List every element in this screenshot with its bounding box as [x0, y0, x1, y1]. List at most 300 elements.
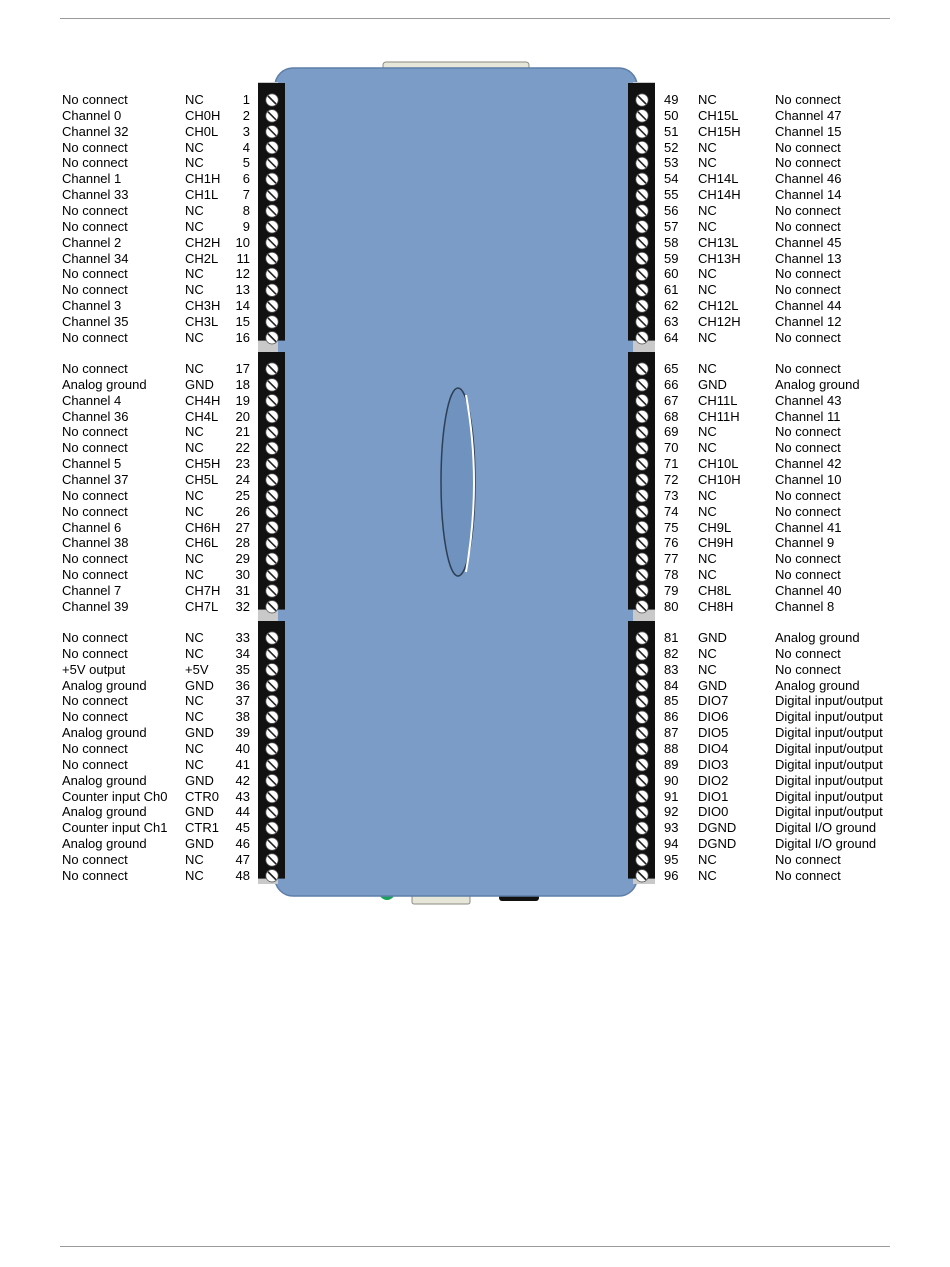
pin-number: 44: [235, 804, 250, 820]
pin-description: Channel 7: [62, 582, 122, 598]
pin-description: Digital input/output: [775, 772, 883, 788]
screw-terminal-icon: [266, 854, 278, 866]
pin-description: Counter input Ch0: [62, 788, 168, 804]
pin-signal: NC: [185, 440, 204, 456]
screw-terminal-icon: [636, 300, 648, 312]
pin-signal: CH11H: [698, 408, 740, 424]
screw-terminal-icon: [636, 236, 648, 248]
pin-row: [0, 757, 260, 773]
pin-signal: NC: [698, 92, 717, 107]
screw-terminal-icon: [266, 790, 278, 802]
pin-signal: CH0L: [185, 123, 219, 139]
pin-row: [0, 251, 260, 267]
screw-terminal-icon: [636, 695, 648, 707]
pin-description: No connect: [62, 92, 128, 107]
pin-signal: +5V: [185, 661, 209, 677]
screw-terminal-icon: [636, 395, 648, 407]
pin-row: [655, 124, 950, 140]
pin-description: +5V output: [62, 661, 126, 677]
pin-description: Channel 46: [775, 171, 842, 187]
screw-terminal-icon: [266, 490, 278, 502]
pin-row: [0, 456, 260, 472]
pin-description: Analog ground: [775, 376, 860, 392]
pin-row: [655, 693, 950, 709]
pin-signal: CH6H: [185, 519, 221, 535]
pin-signal: NC: [185, 155, 204, 171]
pin-number: 25: [235, 487, 250, 503]
pin-description: Channel 15: [775, 123, 842, 139]
pin-number: 70: [664, 440, 679, 456]
pin-row: [0, 187, 260, 203]
pin-description: Channel 34: [62, 250, 129, 266]
pin-number: 35: [235, 661, 250, 677]
screw-terminal-icon: [636, 316, 648, 328]
pin-description: No connect: [775, 424, 841, 440]
pin-row: [0, 820, 260, 836]
pin-signal: NC: [698, 202, 717, 218]
pin-row: [0, 393, 260, 409]
pin-row: [655, 804, 950, 820]
pin-signal: NC: [698, 139, 717, 155]
pin-row: [655, 377, 950, 393]
pin-number: 92: [664, 804, 679, 820]
pin-signal: GND: [185, 725, 214, 741]
pin-description: Channel 47: [775, 107, 842, 123]
pin-number: 19: [235, 392, 250, 408]
pin-row: [0, 171, 260, 187]
screw-terminal-icon: [636, 173, 648, 185]
pin-description: Channel 0: [62, 107, 122, 123]
screw-terminal-icon: [266, 284, 278, 296]
screw-terminal-icon: [636, 790, 648, 802]
pin-signal: NC: [698, 218, 717, 234]
screw-terminal-icon: [266, 268, 278, 280]
pin-number: 2: [242, 107, 250, 123]
screw-terminal-icon: [636, 284, 648, 296]
screw-terminal-icon: [266, 585, 278, 597]
pin-signal: CH14L: [698, 171, 739, 187]
pin-number: 5: [242, 155, 250, 171]
pin-row: [655, 741, 950, 757]
pin-description: No connect: [775, 266, 841, 282]
screw-terminal-icon: [266, 521, 278, 533]
pin-number: 82: [664, 645, 679, 661]
pin-row: [655, 709, 950, 725]
pin-row: [0, 155, 260, 171]
pin-number: 8: [242, 202, 250, 218]
pin-description: No connect: [62, 551, 128, 567]
pin-number: 66: [664, 376, 679, 392]
pin-signal: CH9H: [698, 535, 734, 551]
pin-number: 94: [664, 836, 679, 852]
pin-row: [655, 488, 950, 504]
screw-terminal-icon: [266, 601, 278, 613]
pin-signal: GND: [698, 376, 727, 392]
screw-terminal-icon: [636, 221, 648, 233]
pin-number: 37: [235, 693, 250, 709]
pin-number: 26: [235, 503, 250, 519]
pin-description: Digital I/O ground: [775, 820, 877, 836]
screw-terminal-icon: [636, 822, 648, 834]
screw-terminal-icon: [636, 648, 648, 660]
pin-signal: NC: [185, 867, 204, 883]
pin-description: Channel 6: [62, 519, 122, 535]
pin-number: 45: [235, 820, 250, 836]
pin-signal: CH8H: [698, 598, 734, 614]
pin-description: Channel 41: [775, 519, 842, 535]
pin-signal: CH12L: [698, 298, 739, 314]
pin-row: [655, 171, 950, 187]
pin-description: No connect: [775, 661, 841, 677]
pin-signal: CH12H: [698, 313, 741, 329]
screw-terminal-icon: [636, 379, 648, 391]
pin-description: No connect: [775, 202, 841, 218]
pin-description: No connect: [775, 329, 841, 345]
pin-row: [0, 235, 260, 251]
pin-description: No connect: [62, 329, 128, 345]
pin-number: 69: [664, 424, 679, 440]
screw-terminal-icon: [636, 870, 648, 882]
pin-row: [655, 440, 950, 456]
pin-number: 30: [235, 567, 250, 583]
pin-signal: DIO3: [698, 756, 729, 772]
pin-number: 29: [235, 551, 250, 567]
pin-number: 74: [664, 503, 679, 519]
pin-row: [0, 282, 260, 298]
screw-terminal-icon: [266, 458, 278, 470]
pin-description: No connect: [62, 424, 128, 440]
pin-number: 65: [664, 361, 679, 376]
pin-description: Channel 43: [775, 392, 842, 408]
pin-signal: DIO1: [698, 788, 729, 804]
pin-row: [655, 678, 950, 694]
pin-signal: CH13L: [698, 234, 739, 250]
pin-row: [655, 820, 950, 836]
screw-terminal-icon: [636, 252, 648, 264]
pin-signal: NC: [698, 567, 717, 583]
pin-description: Digital input/output: [775, 756, 883, 772]
pin-description: Channel 39: [62, 598, 129, 614]
pin-signal: CH2H: [185, 234, 221, 250]
pin-description: No connect: [62, 756, 128, 772]
pin-signal: NC: [185, 645, 204, 661]
pin-row: [655, 92, 950, 108]
pin-signal: NC: [185, 361, 204, 376]
pin-number: 93: [664, 820, 679, 836]
screw-terminal-icon: [636, 664, 648, 676]
pin-number: 6: [242, 171, 250, 187]
screw-terminal-icon: [636, 727, 648, 739]
pin-number: 60: [664, 266, 679, 282]
pin-description: Digital input/output: [775, 804, 883, 820]
pin-number: 67: [664, 392, 679, 408]
screw-terminal-icon: [266, 806, 278, 818]
pin-signal: CH1H: [185, 171, 221, 187]
pin-row: [655, 203, 950, 219]
pin-row: [655, 282, 950, 298]
pin-number: 55: [664, 187, 679, 203]
pin-row: [0, 693, 260, 709]
pin-description: Digital input/output: [775, 693, 883, 709]
pin-signal: DIO7: [698, 693, 729, 709]
pin-signal: NC: [698, 282, 717, 298]
screw-terminal-icon: [636, 474, 648, 486]
pin-signal: NC: [698, 487, 717, 503]
pin-signal: CH10L: [698, 456, 739, 472]
pin-number: 9: [242, 218, 250, 234]
pin-description: Digital input/output: [775, 740, 883, 756]
pin-signal: CH10H: [698, 471, 741, 487]
pin-description: No connect: [62, 139, 128, 155]
pin-description: Channel 2: [62, 234, 122, 250]
pin-row: [0, 599, 260, 615]
pin-description: No connect: [775, 867, 841, 883]
screw-terminal-icon: [266, 632, 278, 644]
pin-description: Channel 12: [775, 313, 842, 329]
pin-number: 14: [235, 298, 250, 314]
pin-signal: DIO2: [698, 772, 729, 788]
pin-number: 63: [664, 313, 679, 329]
pin-signal: NC: [698, 645, 717, 661]
pin-number: 57: [664, 218, 679, 234]
pin-description: No connect: [775, 139, 841, 155]
pin-description: Channel 1: [62, 171, 122, 187]
pin-signal: NC: [185, 567, 204, 583]
pin-description: Channel 10: [775, 471, 842, 487]
pin-row: [655, 108, 950, 124]
pin-signal: NC: [185, 693, 204, 709]
screw-terminal-icon: [266, 426, 278, 438]
pin-signal: NC: [185, 424, 204, 440]
pin-signal: CH15L: [698, 107, 739, 123]
pin-description: Digital input/output: [775, 709, 883, 725]
screw-terminal-icon: [636, 490, 648, 502]
pin-signal: CH6L: [185, 535, 219, 551]
pin-signal: NC: [698, 661, 717, 677]
pin-signal: NC: [185, 630, 204, 645]
screw-terminal-icon: [266, 569, 278, 581]
pin-number: 27: [235, 519, 250, 535]
screw-terminal-icon: [636, 332, 648, 344]
screw-terminal-icon: [636, 838, 648, 850]
screw-terminal-icon: [636, 569, 648, 581]
pin-signal: CH5H: [185, 456, 221, 472]
screw-terminal-icon: [636, 141, 648, 153]
screw-terminal-icon: [266, 759, 278, 771]
pin-row: [655, 361, 950, 377]
screw-terminal-icon: [266, 332, 278, 344]
pin-number: 88: [664, 740, 679, 756]
pin-row: [655, 266, 950, 282]
pin-row: [0, 773, 260, 789]
pin-description: Analog ground: [62, 725, 147, 741]
pin-number: 24: [235, 471, 250, 487]
screw-terminal-icon: [636, 505, 648, 517]
pin-signal: NC: [185, 92, 204, 107]
pin-signal: CH13H: [698, 250, 741, 266]
pin-row: [0, 203, 260, 219]
pin-number: 42: [235, 772, 250, 788]
pin-number: 75: [664, 519, 679, 535]
pin-number: 89: [664, 756, 679, 772]
pin-description: No connect: [62, 218, 128, 234]
pin-number: 38: [235, 709, 250, 725]
pin-signal: DIO5: [698, 725, 729, 741]
pin-number: 56: [664, 202, 679, 218]
pin-signal: DIO4: [698, 740, 729, 756]
pin-description: Digital input/output: [775, 725, 883, 741]
pin-row: [0, 92, 260, 108]
pin-signal: CH3H: [185, 298, 221, 314]
pin-signal: NC: [698, 424, 717, 440]
pin-description: No connect: [775, 851, 841, 867]
pin-row: [0, 219, 260, 235]
pin-row: [0, 330, 260, 346]
pin-number: 77: [664, 551, 679, 567]
pin-row: [0, 852, 260, 868]
pin-row: [0, 741, 260, 757]
pin-description: No connect: [775, 440, 841, 456]
screw-terminal-icon: [266, 395, 278, 407]
screw-terminal-icon: [266, 774, 278, 786]
screw-terminal-icon: [636, 601, 648, 613]
pin-signal: NC: [185, 709, 204, 725]
pin-number: 58: [664, 234, 679, 250]
screw-terminal-icon: [636, 585, 648, 597]
pin-description: Channel 9: [775, 535, 835, 551]
screw-terminal-icon: [636, 774, 648, 786]
screw-terminal-icon: [266, 537, 278, 549]
screw-terminal-icon: [266, 300, 278, 312]
screw-terminal-icon: [636, 759, 648, 771]
pin-row: [0, 678, 260, 694]
screw-terminal-icon: [266, 205, 278, 217]
pin-row: [655, 630, 950, 646]
pin-signal: NC: [698, 266, 717, 282]
pin-signal: CH11L: [698, 392, 738, 408]
screw-terminal-icon: [636, 205, 648, 217]
pin-number: 22: [235, 440, 250, 456]
pin-number: 84: [664, 677, 679, 693]
pin-description: Channel 8: [775, 598, 835, 614]
screw-terminal-icon: [266, 94, 278, 106]
pin-number: 80: [664, 598, 679, 614]
screw-terminal-icon: [266, 126, 278, 138]
pin-description: Channel 14: [775, 187, 842, 203]
pin-row: [655, 409, 950, 425]
pin-signal: CH3L: [185, 313, 219, 329]
pin-signal: CH15H: [698, 123, 741, 139]
pin-number: 85: [664, 693, 679, 709]
pin-signal: NC: [698, 867, 717, 883]
pin-description: Channel 40: [775, 582, 842, 598]
pin-number: 17: [235, 361, 250, 376]
pin-description: Digital input/output: [775, 788, 883, 804]
pin-row: [0, 124, 260, 140]
pin-number: 91: [664, 788, 679, 804]
pin-signal: NC: [698, 329, 717, 345]
pin-number: 48: [235, 867, 250, 883]
pin-description: No connect: [775, 282, 841, 298]
pin-row: [655, 836, 950, 852]
screw-terminal-icon: [266, 695, 278, 707]
pin-number: 50: [664, 107, 679, 123]
pin-number: 71: [664, 456, 679, 472]
pin-number: 76: [664, 535, 679, 551]
pin-signal: NC: [185, 551, 204, 567]
screw-terminal-icon: [266, 838, 278, 850]
pin-description: Channel 32: [62, 123, 129, 139]
pin-row: [655, 868, 950, 884]
pin-row: [0, 377, 260, 393]
screw-terminal-icon: [266, 553, 278, 565]
pin-description: No connect: [775, 155, 841, 171]
pin-row: [0, 630, 260, 646]
pin-row: [0, 804, 260, 820]
pin-number: 34: [235, 645, 250, 661]
pin-number: 79: [664, 582, 679, 598]
screw-terminal-icon: [636, 806, 648, 818]
pin-row: [0, 583, 260, 599]
pin-number: 53: [664, 155, 679, 171]
pin-description: Channel 33: [62, 187, 129, 203]
pin-row: [655, 662, 950, 678]
pin-number: 33: [235, 630, 250, 645]
pin-signal: NC: [698, 551, 717, 567]
screw-terminal-icon: [636, 679, 648, 691]
pin-signal: NC: [185, 266, 204, 282]
pin-row: [655, 583, 950, 599]
pin-signal: NC: [185, 202, 204, 218]
pin-description: No connect: [775, 503, 841, 519]
screw-terminal-icon: [636, 854, 648, 866]
pin-description: No connect: [775, 92, 841, 107]
pin-number: 59: [664, 250, 679, 266]
pin-signal: NC: [185, 851, 204, 867]
pin-signal: DIO6: [698, 709, 729, 725]
pin-description: No connect: [62, 155, 128, 171]
pin-signal: CH8L: [698, 582, 732, 598]
screw-terminal-icon: [636, 363, 648, 375]
pin-signal: NC: [185, 139, 204, 155]
pin-description: No connect: [62, 567, 128, 583]
pin-number: 11: [236, 250, 250, 266]
pin-row: [655, 773, 950, 789]
pin-signal: NC: [185, 282, 204, 298]
screw-terminal-icon: [266, 189, 278, 201]
pin-number: 32: [235, 598, 250, 614]
pin-number: 72: [664, 471, 679, 487]
pin-number: 10: [235, 234, 250, 250]
pin-signal: CH1L: [185, 187, 219, 203]
pin-row: [655, 535, 950, 551]
pin-description: Analog ground: [775, 630, 860, 645]
screw-terminal-icon: [266, 410, 278, 422]
pin-description: Digital I/O ground: [775, 836, 877, 852]
pin-description: No connect: [775, 487, 841, 503]
screw-terminal-icon: [636, 711, 648, 723]
pin-row: [0, 488, 260, 504]
screw-terminal-icon: [636, 632, 648, 644]
pin-number: 90: [664, 772, 679, 788]
screw-terminal-icon: [636, 553, 648, 565]
pin-signal: CH4L: [185, 408, 219, 424]
screw-terminal-icon: [636, 110, 648, 122]
pin-description: Analog ground: [775, 677, 860, 693]
pin-description: No connect: [775, 361, 841, 376]
screw-terminal-icon: [636, 157, 648, 169]
pin-description: Channel 3: [62, 298, 122, 314]
